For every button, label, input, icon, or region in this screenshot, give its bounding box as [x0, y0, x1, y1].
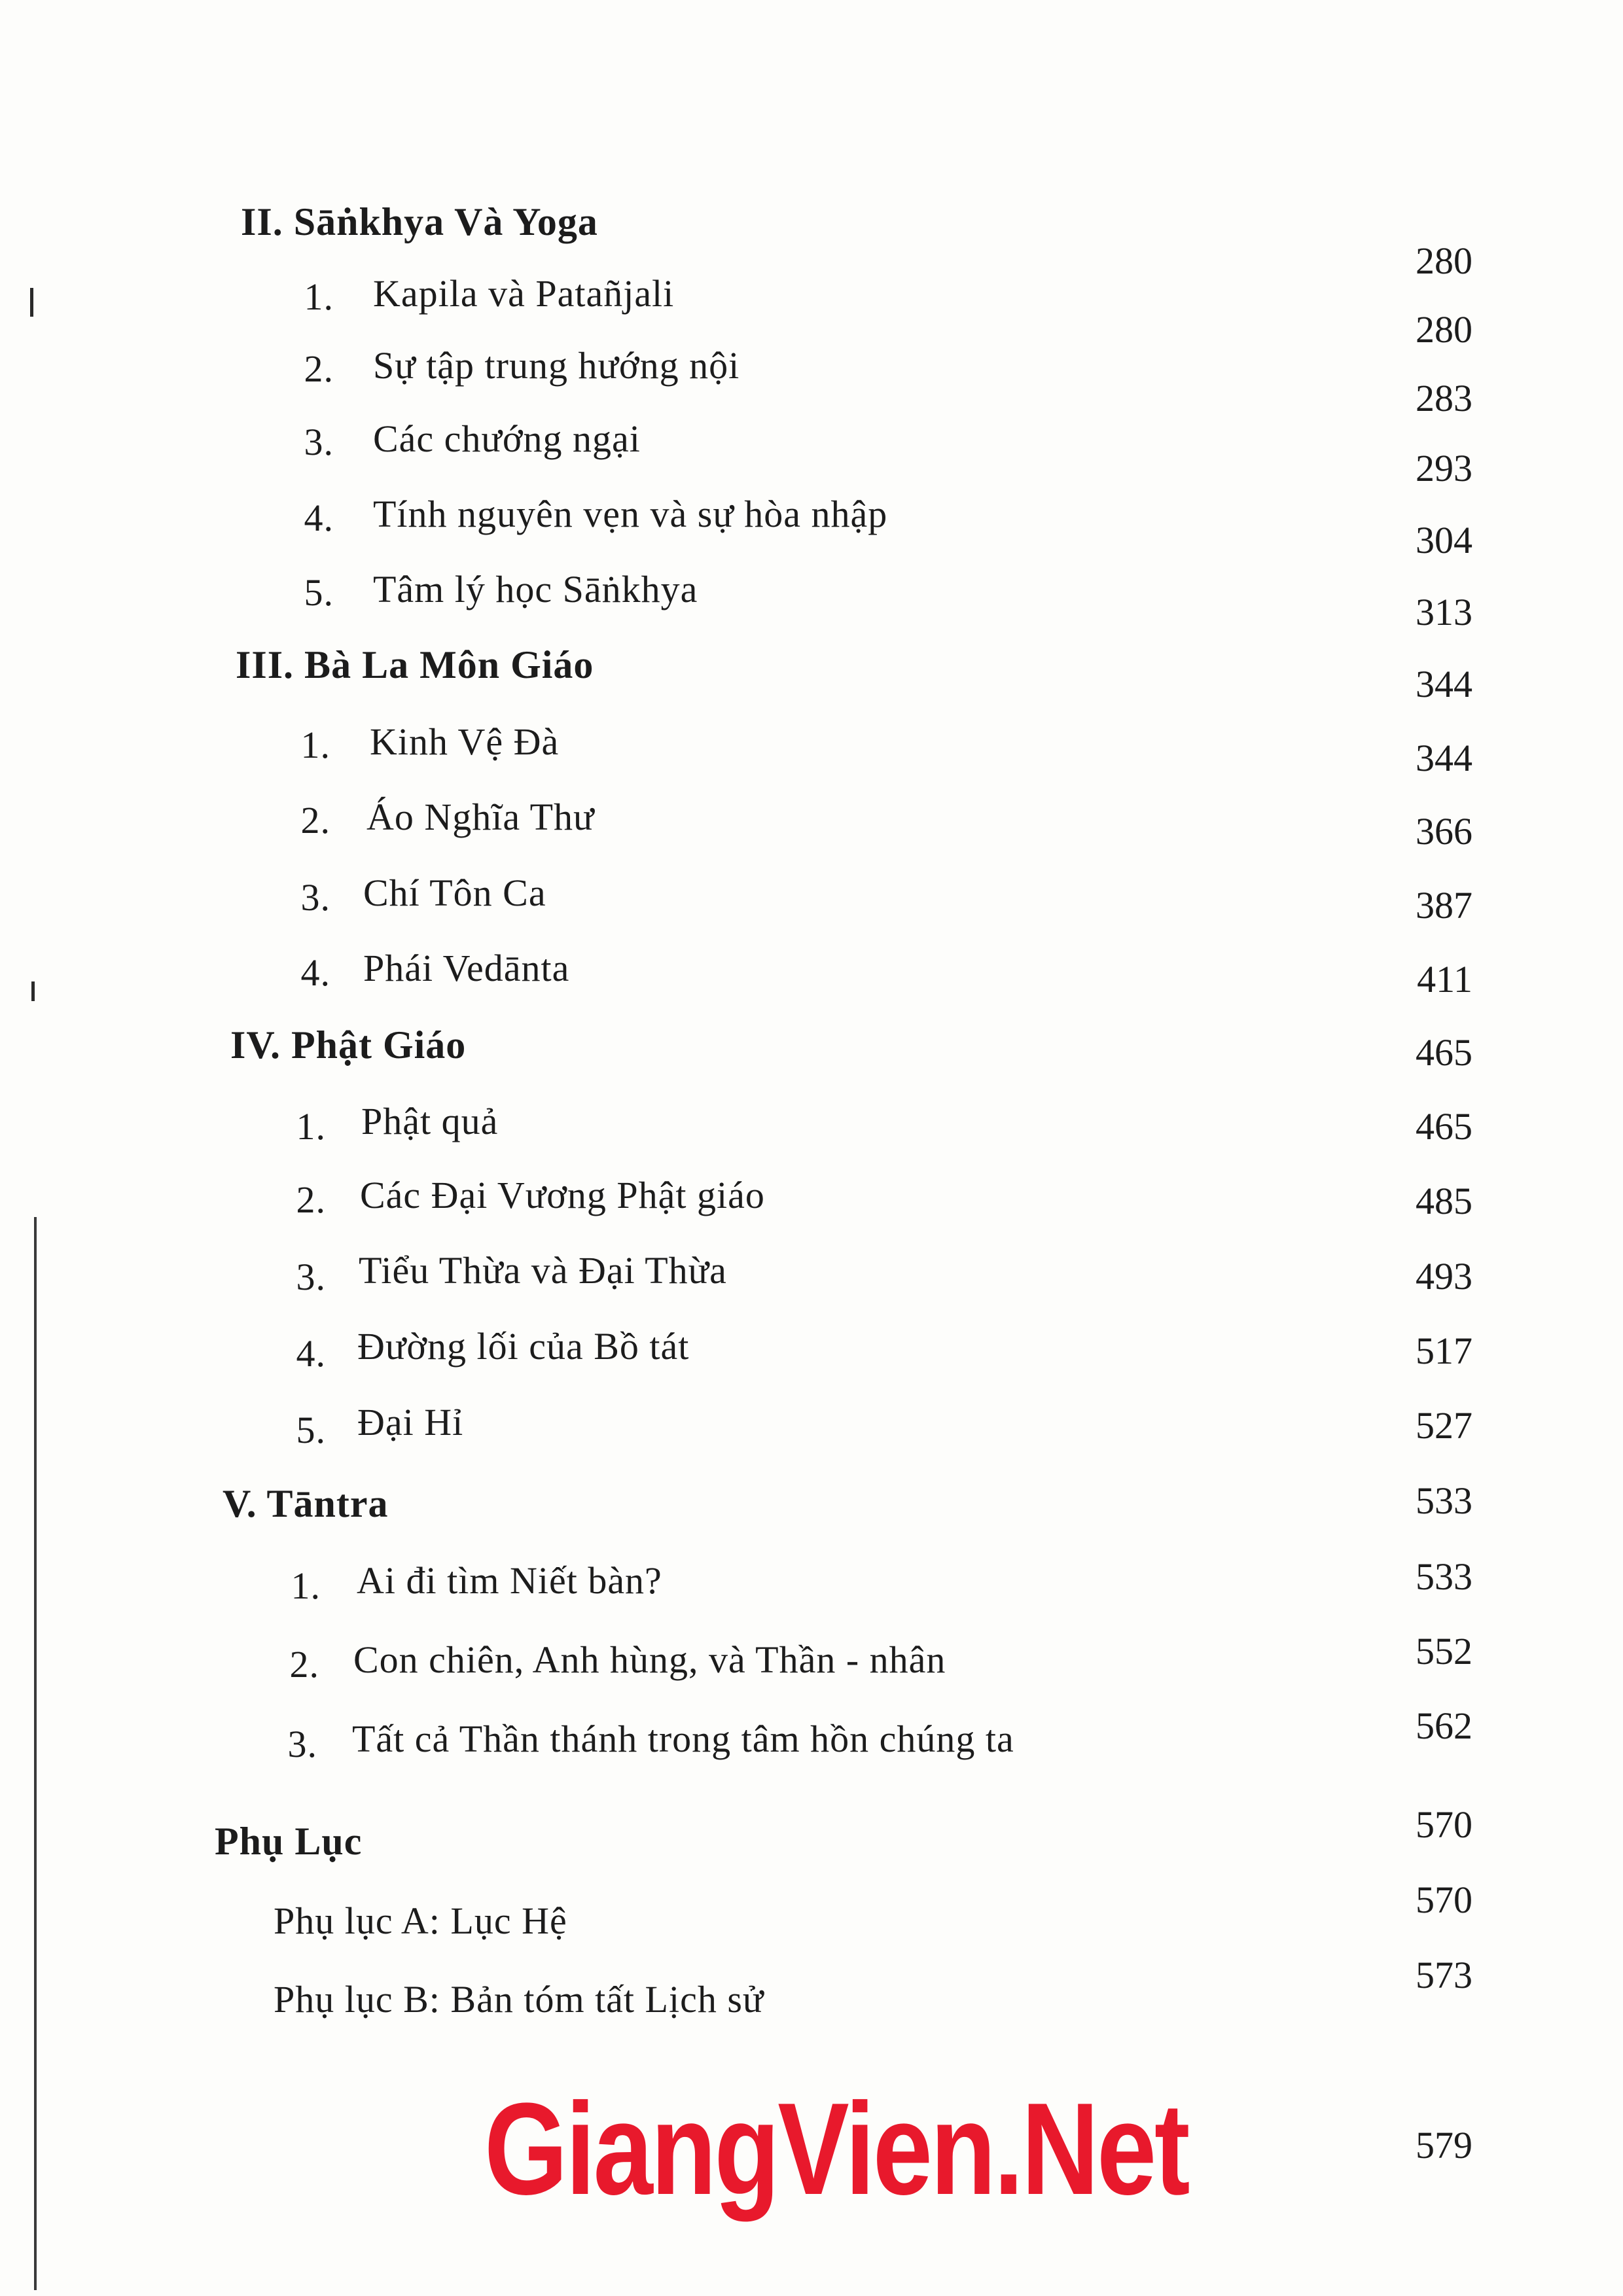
page-number: 304 — [1416, 519, 1472, 561]
entry-number: 1. — [291, 1564, 321, 1607]
page-number: 552 — [1416, 1630, 1472, 1672]
page-number: 387 — [1416, 884, 1472, 927]
entry-number: 2. — [296, 1178, 326, 1221]
entry-title: Tất cả Thần thánh trong tâm hồn chúng ta — [352, 1718, 1014, 1760]
entry-title: Chí Tôn Ca — [363, 872, 546, 914]
page-number: 570 — [1416, 1879, 1472, 1921]
section-title: V. Tāntra — [223, 1482, 389, 1525]
entry-number: 3. — [287, 1723, 317, 1765]
entry-number: 5. — [304, 571, 334, 614]
page-number: 570 — [1416, 1803, 1472, 1846]
entry-title: Các chướng ngại — [373, 417, 641, 460]
entry-number: 1. — [304, 275, 334, 318]
page-number: 562 — [1416, 1704, 1472, 1747]
page-number: 533 — [1416, 1555, 1472, 1598]
page-number: 293 — [1416, 447, 1472, 489]
entry-title: Con chiên, Anh hùng, và Thần - nhân — [353, 1638, 946, 1681]
entry-number: 4. — [300, 951, 330, 994]
entry-title: Tính nguyên vẹn và sự hòa nhập — [373, 493, 888, 535]
page-number: 465 — [1416, 1031, 1472, 1074]
page-number: 573 — [1416, 1954, 1472, 1996]
scan-edge-mark — [31, 981, 35, 1001]
entry-title: Tâm lý học Sāṅkhya — [373, 568, 698, 610]
page-number: 533 — [1416, 1479, 1472, 1522]
entry-number: 4. — [296, 1332, 326, 1375]
entry-title: Tiểu Thừa và Đại Thừa — [359, 1249, 727, 1292]
entry-number: 4. — [304, 497, 334, 539]
page-number: 411 — [1417, 958, 1472, 1000]
entry-title: Áo Nghĩa Thư — [366, 796, 595, 838]
entry-number: 1. — [296, 1105, 326, 1148]
entry-number: 2. — [300, 799, 330, 841]
entry-title: Ai đi tìm Niết bàn? — [357, 1559, 662, 1602]
entry-title: Kapila và Patañjali — [373, 272, 675, 315]
page-number: 527 — [1416, 1404, 1472, 1447]
entry-number: 5. — [296, 1409, 326, 1451]
page-number: 465 — [1416, 1105, 1472, 1148]
entry-number: 1. — [300, 724, 330, 766]
page-number: 366 — [1416, 810, 1472, 853]
page-number: 344 — [1416, 737, 1472, 779]
watermark-logo: GiangVien.Net — [484, 2076, 1188, 2222]
page-number: 283 — [1416, 377, 1472, 419]
entry-title: Phụ lục A: Lục Hệ — [274, 1899, 567, 1942]
entry-number: 3. — [296, 1256, 326, 1298]
page-number: 485 — [1416, 1180, 1472, 1222]
section-title: IV. Phật Giáo — [230, 1023, 467, 1067]
entry-number: 3. — [304, 421, 334, 463]
page-number: 344 — [1416, 663, 1472, 705]
entry-title: Phái Vedānta — [363, 947, 570, 989]
entry-title: Kinh Vệ Đà — [370, 720, 560, 763]
entry-number: 2. — [304, 347, 334, 390]
entry-title: Các Đại Vương Phật giáo — [360, 1174, 765, 1216]
entry-title: Đại Hỉ — [357, 1401, 464, 1443]
page-number: 280 — [1416, 239, 1472, 282]
section-title: II. Sāṅkhya Và Yoga — [241, 200, 598, 243]
entry-title: Phật quả — [361, 1100, 499, 1142]
page-number: 280 — [1416, 308, 1472, 351]
page-number: 493 — [1416, 1255, 1472, 1298]
scan-edge-mark — [34, 1217, 37, 2290]
section-title: III. Bà La Môn Giáo — [236, 643, 594, 686]
entry-number: 2. — [289, 1643, 319, 1686]
entry-number: 3. — [300, 876, 330, 919]
entry-title: Phụ lục B: Bản tóm tất Lịch sử — [274, 1978, 764, 2021]
page-number: 313 — [1416, 591, 1472, 633]
section-title: Phụ Lục — [215, 1820, 363, 1863]
page-number: 517 — [1416, 1330, 1472, 1372]
scan-edge-mark — [30, 288, 33, 317]
page-number: 579 — [1416, 2124, 1472, 2166]
entry-title: Sự tập trung hướng nội — [373, 344, 740, 387]
entry-title: Đường lối của Bồ tát — [357, 1325, 690, 1368]
